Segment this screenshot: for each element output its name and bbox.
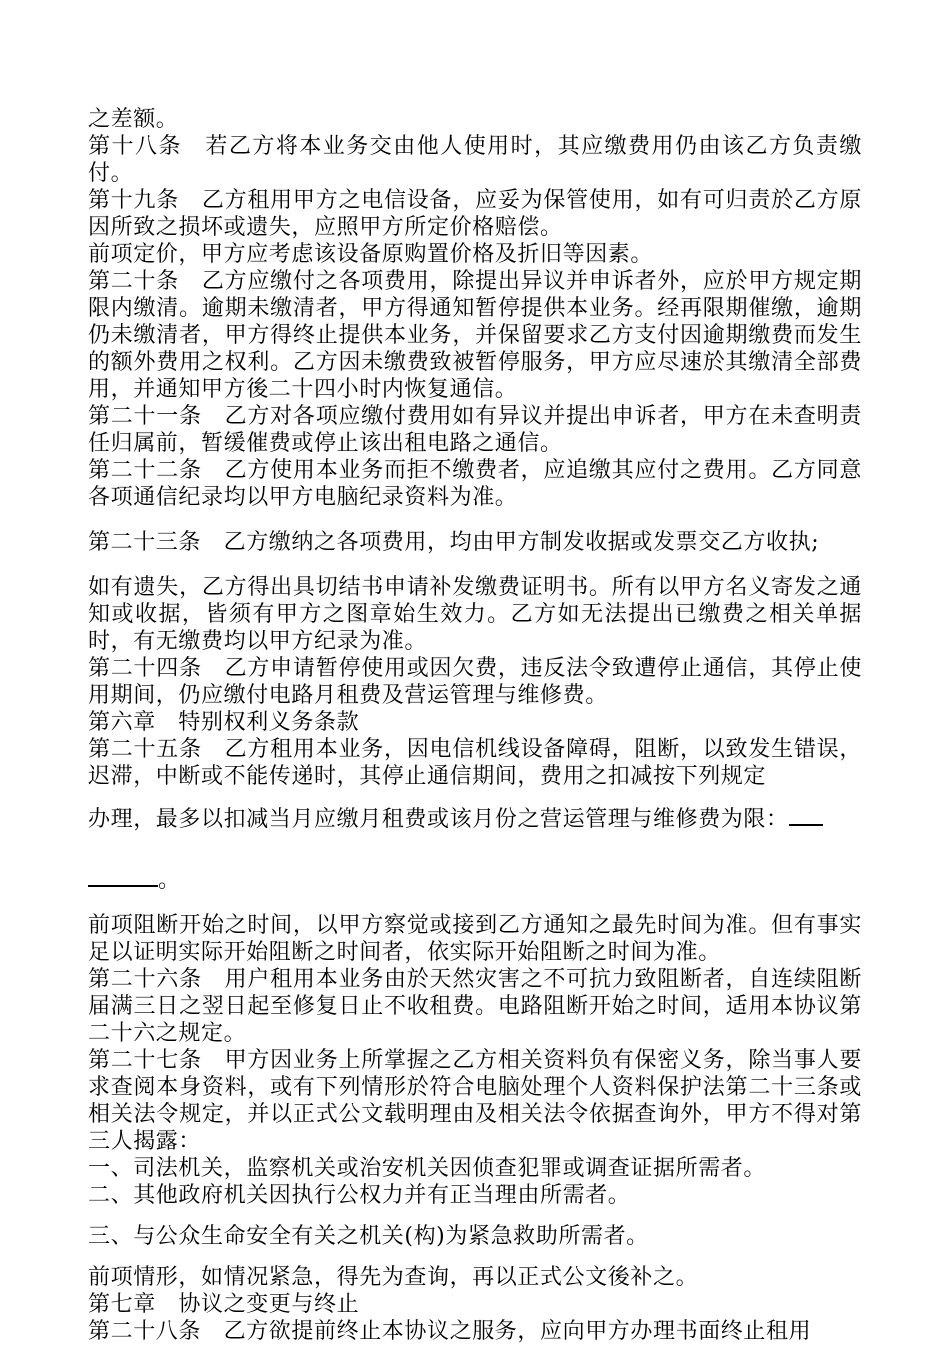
paragraph: 前项定价，甲方应考虑该设备原购置价格及折旧等因素。: [88, 242, 654, 267]
article-20: 第二十条 乙方应缴付之各项费用，除提出异议并申诉者外，应於甲方规定期限内缴清。逾期未缴清者，甲方得通知暂停提供本业务。经再限期催缴，逾期仍未缴清者，甲方得终止提供本业务，并保留要求乙方支付因逾期缴费而发生的额外费用之权利。乙方因未缴费致被暂停服务，甲方应尽速於其缴清全部费用，并通知甲方後二十四小时内恢复通信。: [88, 269, 862, 402]
fill-in-blank: [789, 804, 823, 826]
paragraph-text: 办理，最多以扣减当月应缴月租费或该月份之营运管理与维修费为限：: [88, 807, 789, 832]
paragraph-text: 。: [158, 868, 181, 893]
document-body: [88, 106, 862, 1345]
article-24: 第二十四条 乙方申请暂停使用或因欠费，违反法令致遭停止通信，其停止使用期间，仍应缴付电路月租费及营运管理与维修费。: [88, 656, 862, 708]
list-item: 二、其他政府机关因执行公权力并有正当理由所需者。: [88, 1183, 631, 1208]
article-25-continued: [88, 804, 862, 833]
article-27: 第二十七条 甲方因业务上所掌握之乙方相关资料负有保密义务，除当事人要求查阅本身资料，或有下列情形於符合电脑处理个人资料保护法第二十三条或相关法令规定，并以正式公文载明理由及相关法令依据查询外，甲方不得对第三人揭露：: [88, 1048, 862, 1154]
paragraph: 之差额。: [88, 107, 179, 132]
article-19: 第十九条 乙方租用甲方之电信设备，应妥为保管使用，如有可归责於乙方原因所致之损坏或遗失，应照甲方所定价格赔偿。: [88, 188, 862, 240]
list-item: 三、与公众生命安全有关之机关(构)为紧急救助所需者。: [88, 1224, 649, 1249]
chapter-7-heading: 第七章 协议之变更与终止: [88, 1292, 360, 1317]
article-28: 第二十八条 乙方欲提前终止本协议之服务，应向甲方办理书面终止租用: [88, 1319, 812, 1344]
paragraph: 前项情形，如情况紧急，得先为查询，再以正式公文後补之。: [88, 1265, 699, 1290]
paragraph: 前项阻断开始之时间，以甲方察觉或接到乙方通知之最先时间为准。但有事实足以证明实际开始阻断之时间者，依实际开始阻断之时间为准。: [88, 913, 862, 965]
blank-line-end: [88, 865, 862, 894]
article-21: 第二十一条 乙方对各项应缴付费用如有异议并提出申诉者，甲方在未查明责任归属前，暂缓催费或停止该出租电路之通信。: [88, 404, 862, 456]
paragraph: 如有遗失，乙方得出具切结书申请补发缴费证明书。所有以甲方名义寄发之通知或收据，皆须有甲方之图章始生效力。乙方如无法提出已缴费之相关单据时，有无缴费均以甲方纪录为准。: [88, 575, 862, 654]
fill-in-blank: [88, 865, 158, 887]
list-item: 一、司法机关，监察机关或治安机关因侦查犯罪或调查证据所需者。: [88, 1156, 767, 1181]
article-18: 第十八条 若乙方将本业务交由他人使用时，其应缴费用仍由该乙方负责缴付。: [88, 134, 862, 186]
article-23: 第二十三条 乙方缴纳之各项费用，均由甲方制发收据或发票交乙方收执;: [88, 530, 820, 555]
article-25: 第二十五条 乙方租用本业务，因电信机线设备障碍，阻断，以致发生错误，迟滞，中断或不能传递时，其停止通信期间，费用之扣减按下列规定: [88, 737, 862, 789]
article-22: 第二十二条 乙方使用本业务而拒不缴费者，应追缴其应付之费用。乙方同意各项通信纪录均以甲方电脑纪录资料为准。: [88, 458, 862, 510]
article-26: 第二十六条 用户租用本业务由於天然灾害之不可抗力致阻断者，自连续阻断届满三日之翌日起至修复日止不收租费。电路阻断开始之时间，适用本协议第二十六之规定。: [88, 967, 862, 1046]
chapter-6-heading: 第六章 特别权利义务条款: [88, 710, 360, 735]
